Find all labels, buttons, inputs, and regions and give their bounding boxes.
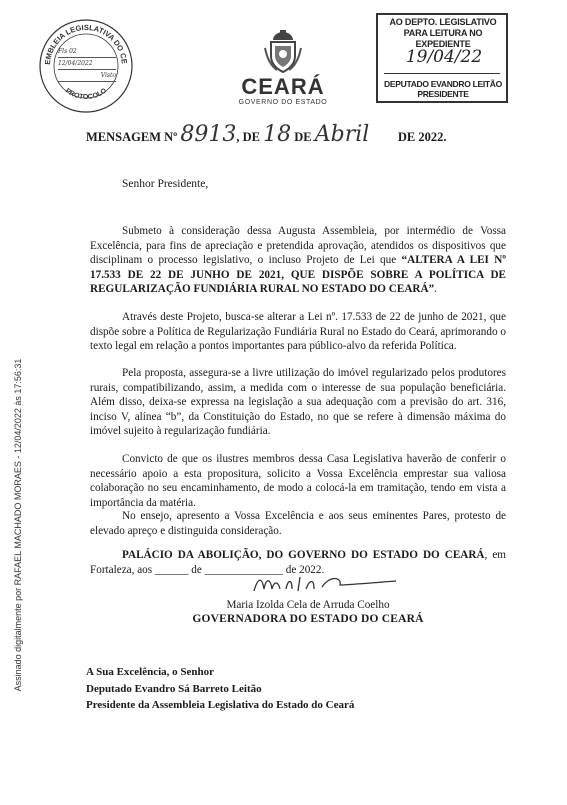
protocol-stamp <box>38 18 134 114</box>
paragraph-1-text: Submeto à consideração dessa Augusta Assembleia, por intermédio de Vossa Excelência, para fins de apreciação e pretendida aprovação, atendidos os dispositivos que disciplinam o processo legislativo, o incluso Projeto de Lei que <box>90 225 506 267</box>
dispatch-stamp-date: 19/04/22 <box>405 47 483 67</box>
dispatch-stamp-header <box>384 17 502 50</box>
stamp-ring-top: EMBLEIA LEGISLATIVA DO CE <box>42 22 129 66</box>
paragraph-1-end: . <box>434 283 437 296</box>
palace-name: PALÁCIO DA ABOLIÇÃO, DO GOVERNO DO ESTADO DO CEARÁ <box>122 549 485 561</box>
stamp-ring-bottom: PROTOCOLO <box>63 87 109 101</box>
government-logo <box>213 76 353 106</box>
state-coat-of-arms-icon <box>263 30 303 74</box>
dispatch-stamp-signature-line <box>384 73 500 74</box>
addressee-line2: Deputado Evandro Sá Barreto Leitão <box>86 682 262 695</box>
bill-title: “ALTERA A LEI Nº 17.533 DE 22 DE JUNHO DE 2021, QUE DISPÕE SOBRE A POLÍTICA DE REGULARIZAÇÃO FUNDIÁRIA RURAL NO ESTADO DO CEARÁ” <box>90 254 506 296</box>
paragraph-5: No ensejo, apresento a Vossa Excelência e aos seus eminentes Pares, protesto de elevado apreço e distinguida consideração. <box>90 510 506 537</box>
paragraph-2: Através deste Projeto, busca-se alterar a Lei nº. 17.533 de 22 de junho de 2021, que dispõe sobre a Política de Regularização Fundiária Rural no Estado do Ceará, aprimorando o texto legal em relação a pontos importantes para público-alvo da referida Política. <box>90 311 506 353</box>
addressee-line1: A Sua Excelência, o Senhor <box>86 666 215 678</box>
governor-name: Maria Izolda Cela de Arruda Coelho <box>226 599 390 611</box>
salutation: Senhor Presidente, <box>122 178 209 190</box>
protocol-stamp-fields <box>58 46 116 82</box>
svg-text:PROTOCOLO <box>64 87 109 101</box>
digital-signature-note: Assinado digitalmente por RAFAEL MACHADO MORAES - 12/04/2022 às 17:56:31 <box>13 358 23 692</box>
logo-subtitle: GOVERNO DO ESTADO <box>238 99 328 106</box>
dispatch-stamp-line1: AO DEPTO. LEGISLATIVO <box>389 17 497 27</box>
governor-title: GOVERNADORA DO ESTADO DO CEARÁ <box>192 613 424 625</box>
stamp-date: 12/04/2022 <box>58 58 116 70</box>
dispatch-stamp-line2: PARA LEITURA NO EXPEDIENTE <box>403 28 483 49</box>
paragraph-1 <box>90 224 506 297</box>
message-day: 18 <box>263 122 292 147</box>
message-header <box>86 122 526 147</box>
paragraph-3: Pela proposta, assegura-se a livre utilização do imóvel regularizado pelos produtores rurais, compatibilizando, assim, a medida com o interesse de sua população beneficiária. Além disso, deixa-se expressa na legislação a sua adequação com a previsão do art. 316, inciso V, alínea “b”, da Constituição do Estado, no que se refere à dimensão máxima do imóvel sujeito à regularização fundiária. <box>90 367 506 438</box>
paragraph-4: Convicto de que os ilustres membros dessa Casa Legislativa haverão de conferir o necessário apoio a esta propositura, solicito a Vossa Excelência emprestar sua valiosa colaboração no seu encaminhamento, de modo a colocá-la em tramitação, tendo em vista a importância da matéria. <box>90 453 506 509</box>
message-month: Abril <box>314 122 370 147</box>
logo-name: CEARÁ <box>241 74 325 99</box>
message-number: 8913 <box>180 122 237 147</box>
dispatch-stamp-footer <box>382 79 504 99</box>
dispatch-stamp-line4: PRESIDENTE <box>417 89 469 99</box>
message-year: DE 2022. <box>397 130 447 144</box>
message-prefix: MENSAGEM Nº <box>86 130 178 144</box>
addressee-block <box>86 664 354 714</box>
place-date: , em Fortaleza, aos ______ de ______________ de 2022. <box>90 549 506 576</box>
stamp-visto: Visto <box>58 70 116 82</box>
message-de1: , DE <box>236 130 261 144</box>
message-de2: DE <box>294 130 312 144</box>
addressee-line3: Presidente da Assembleia Legislativa do Estado do Ceará <box>86 699 355 711</box>
dispatch-stamp-line3: DEPUTADO EVANDRO LEITÃO <box>384 79 502 89</box>
stamp-folio: Fls 02 <box>58 46 116 58</box>
reading-dispatch-stamp <box>376 13 508 103</box>
